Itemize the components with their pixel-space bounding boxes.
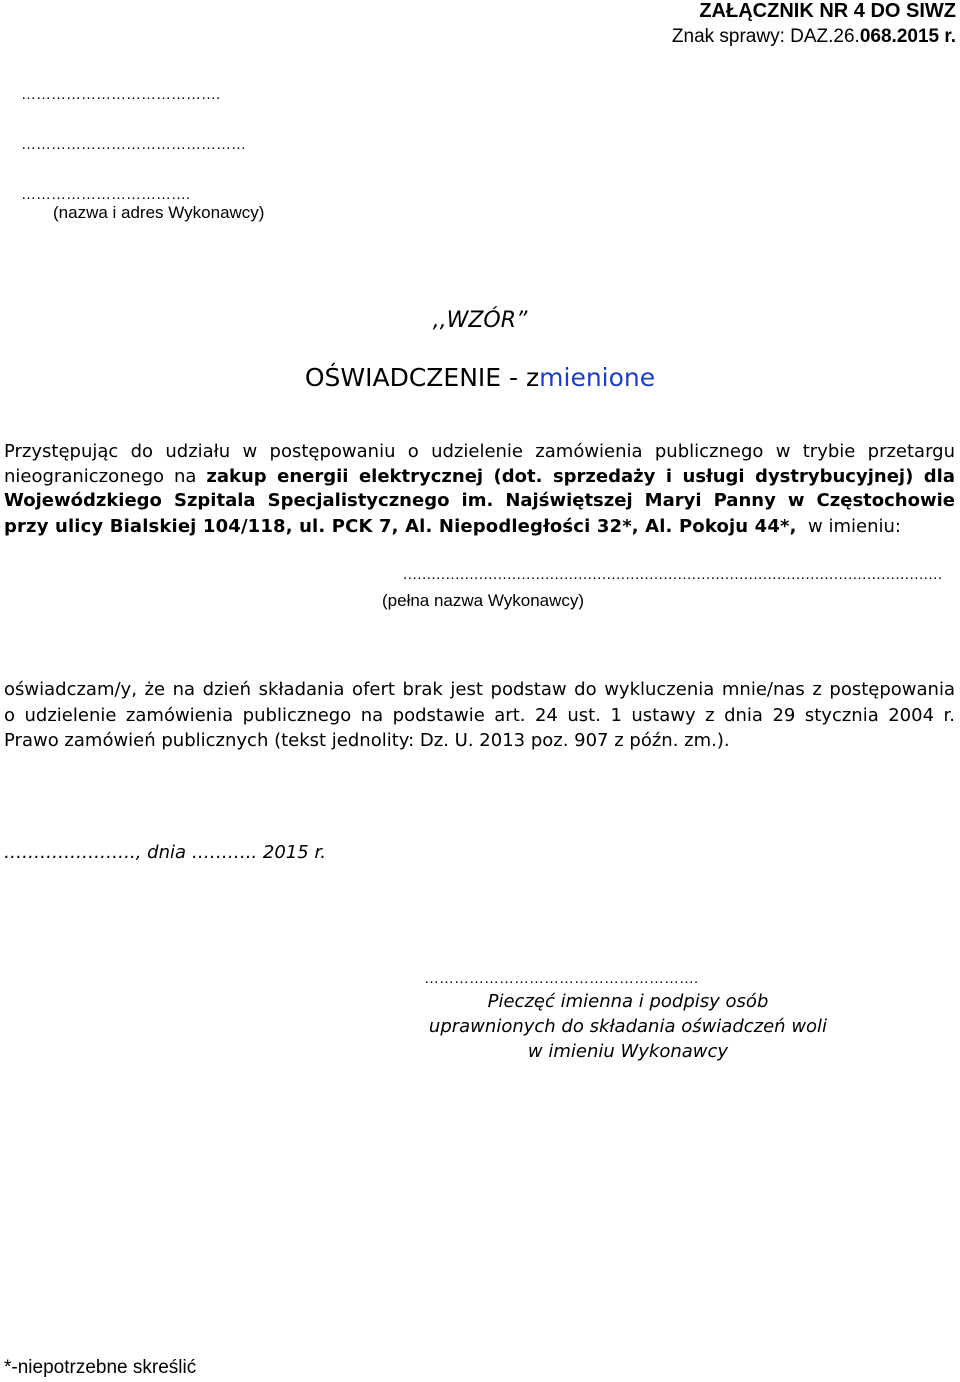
contractor-dots-1: …………………………………. <box>21 86 221 103</box>
statement-line-3: Prawo zamówień publicznych (tekst jednolity: Dz. U. 2013 poz. 907 z późn. zm.). <box>4 730 730 751</box>
contractor-dots-3: ……………………………. <box>21 186 191 203</box>
intro-line-2-bold: zakup energii elektrycznej (dot. sprzedaży i usługi dystrybucyjnej) dla <box>206 466 955 487</box>
footnote: *-niepotrzebne skreślić <box>4 1357 197 1378</box>
intro-line-2 <box>4 466 955 487</box>
attachment-label: ZAŁĄCZNIK NR 4 DO SIWZ <box>699 0 956 22</box>
signature-label-2: uprawnionych do składania oświadczeń woli <box>428 1016 828 1037</box>
case-number-value: 068.2015 r. <box>859 26 956 47</box>
contractor-label: (nazwa i adres Wykonawcy) <box>53 203 265 222</box>
statement-line-1: oświadczam/y, że na dzień składania ofert brak jest podstaw do wykluczenia mnie/nas z postępowania <box>4 679 955 700</box>
document-title-suffix: mienione <box>539 363 656 392</box>
signature-label-3: w imieniu Wykonawcy <box>527 1041 729 1062</box>
intro-line-4-bold: przy ulicy Bialskiej 104/118, ul. PCK 7, Al. Niepodległości 32*, Al. Pokoju 44*, <box>4 516 797 537</box>
intro-line-4-plain: w imieniu: <box>808 516 901 537</box>
intro-line-1: Przystępując do udziału w postępowaniu o udzielenie zamówienia publicznego w trybie przetargu <box>4 441 955 462</box>
case-number <box>672 26 956 48</box>
intro-line-4 <box>4 516 901 537</box>
case-number-prefix: Znak sprawy: DAZ.26. <box>671 26 860 47</box>
signature-dots: ………………………………………………. <box>424 970 699 987</box>
signature-label-1: Pieczęć imienna i podpisy osób <box>487 991 769 1012</box>
intro-line-2-plain: nieograniczonego na <box>4 466 207 487</box>
contractor-dots-2: ……………………………………… <box>21 136 246 153</box>
wzor-label: ,,WZÓR” <box>432 308 528 333</box>
date-line: …………………., dnia ……….. 2015 r. <box>4 842 326 863</box>
intro-line-3: Wojewódzkiego Szpitala Specjalistycznego im. Najświętszej Maryi Panny w Częstochowie <box>4 490 955 511</box>
statement-line-2: o udzielenie zamówienia publicznego na podstawie art. 24 ust. 1 ustawy z dnia 29 stycznia 2004 r. <box>4 705 955 726</box>
fullname-label: (pełna nazwa Wykonawcy) <box>382 591 585 610</box>
document-title <box>0 363 960 392</box>
document-title-prefix: OŚWIADCZENIE - z <box>304 363 540 392</box>
fullname-dots: …………………………………………………………………………………………………… <box>402 566 942 583</box>
